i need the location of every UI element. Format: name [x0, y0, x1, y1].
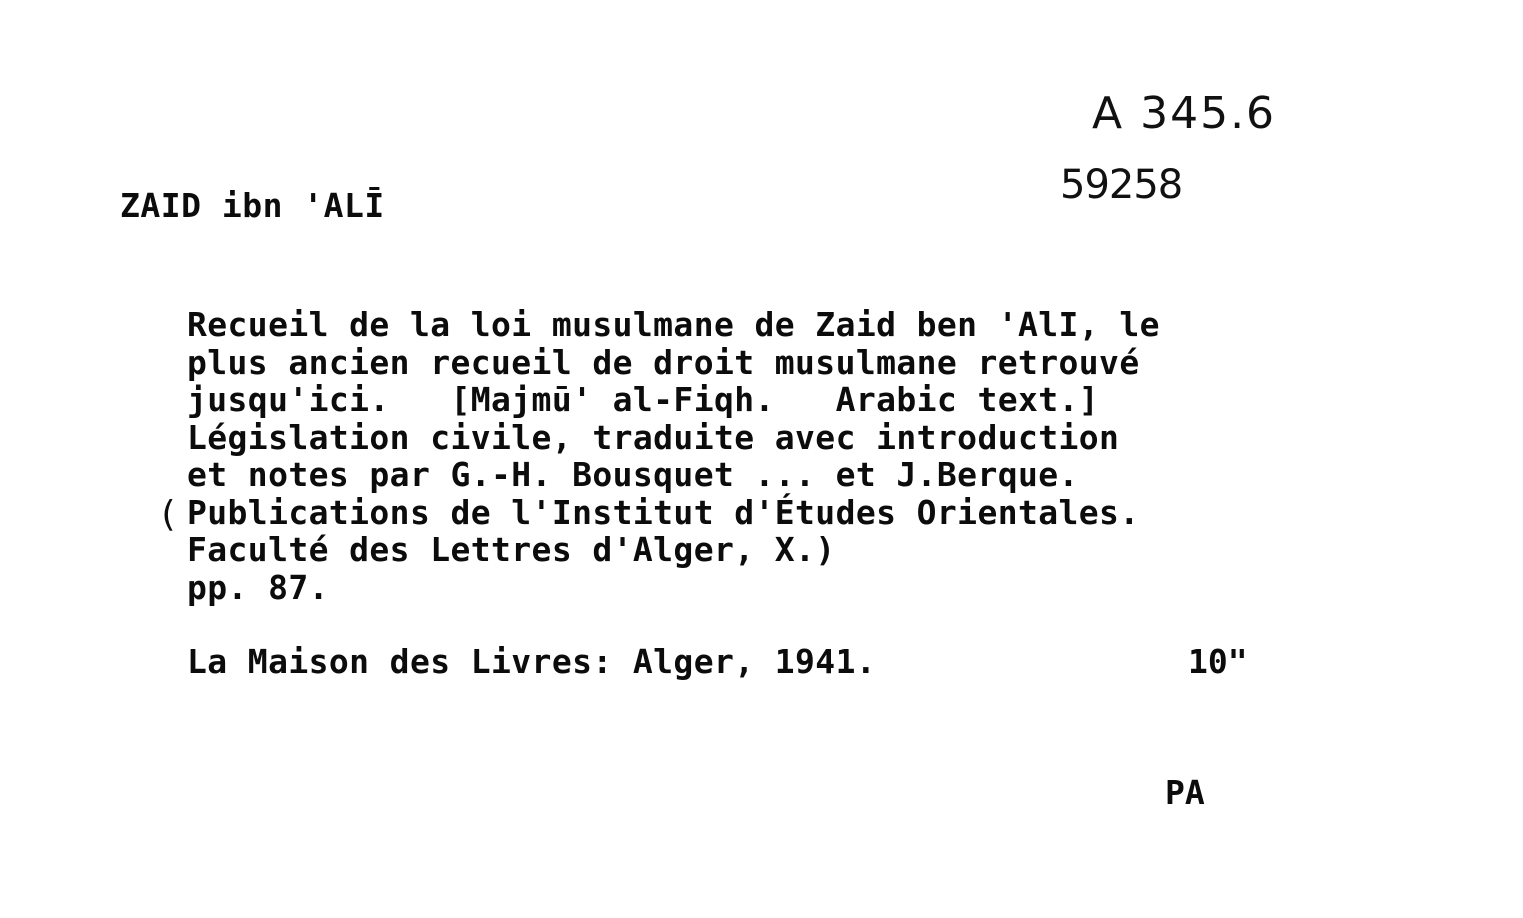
description-line: Publications de l'Institut d'Études Orientales.	[187, 492, 1140, 532]
description-line: Faculté des Lettres d'Alger, X.)	[187, 530, 836, 569]
description-line: jusqu'ici. [Majmū' al-Fiqh. Arabic text.]	[187, 380, 1100, 419]
description-line: Législation civile, traduite avec introduction	[187, 417, 1120, 457]
imprint-line: La Maison des Livres: Alger, 1941.	[187, 642, 877, 681]
call-number: A 345.6	[1092, 88, 1277, 139]
size-note: 10"	[1188, 642, 1248, 681]
description-line: Recueil de la loi musulmane de Zaid ben 'AlI, le	[187, 305, 1160, 344]
description-line: et notes par G.-H. Bousquet ... et J.Berque.	[187, 455, 1079, 494]
author-heading: ZAID ibn 'ALĪ	[120, 186, 385, 225]
accession-number: 59258	[1060, 162, 1183, 208]
opening-parenthesis: (	[157, 494, 179, 535]
description-line: pp. 87.	[187, 567, 329, 607]
location-code: PA	[1165, 773, 1205, 812]
title-description	[187, 306, 1160, 606]
description-line: plus ancien recueil de droit musulmane retrouvé	[187, 342, 1140, 382]
